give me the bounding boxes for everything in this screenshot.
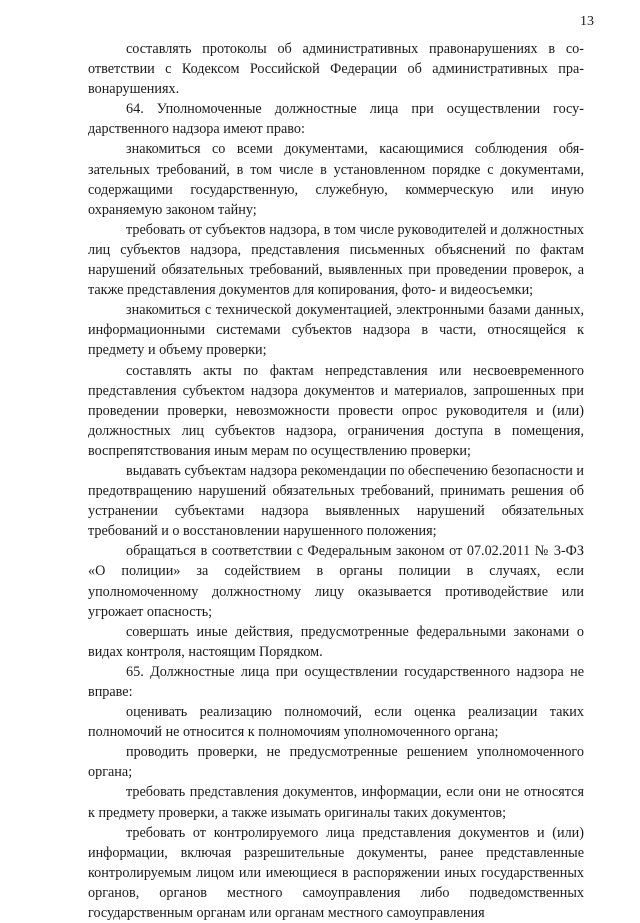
paragraph: требовать представления документов, информации, если они не относятся к предмету проверки, а также изымать оригиналы таких документов; bbox=[88, 784, 584, 821]
paragraph: знакомиться со всеми документами, касающимися соблюдения обязательных требований, в том числе в установленном порядке с документами, содержащими государственную, служебную, коммерческую или иную охраняемую законом тайну; bbox=[88, 141, 584, 218]
paragraph: требовать от контролируемого лица представления документов и (или) информации, включая разрешительные документы, ранее представленные контролируемым лицом или имеющиеся в распоряжении иных государственных органов, органов местного самоуправления либо подведомственных государственным органам или органам местного самоуправления bbox=[88, 824, 584, 922]
document-body bbox=[88, 39, 584, 923]
paragraph: требовать от субъектов надзора, в том числе руководителей и должностных лиц субъектов надзора, представления письменных объяснений по фактам нарушений обязательных требований, выявленных при проведении проверок, а также представления документов для копирования, фото- и видеосъемки; bbox=[88, 221, 584, 299]
paragraph: составлять протоколы об административных правонарушениях в соответствии с Кодексом Российской Федерации об административных правонарушениях. bbox=[88, 41, 584, 98]
paragraph: совершать иные действия, предусмотренные федеральными законами о видах контроля, настоящим Порядком. bbox=[88, 623, 584, 660]
paragraph: обращаться в соответствии с Федеральным законом от 07.02.2011 № 3-ФЗ «О полиции» за содействием в органы полиции в случаях, если уполномоченному должностному лицу оказывается противодействие или угрожает опасность; bbox=[88, 543, 584, 620]
paragraph: проводить проверки, не предусмотренные решением уполномоченного органа; bbox=[88, 744, 584, 781]
paragraph: 65. Должностные лица при осуществлении государственного надзора не вправе: bbox=[88, 663, 584, 700]
paragraph: выдавать субъектам надзора рекомендации по обеспечению безопасности и предотвращению нарушений обязательных требований, принимать решения об устранении субъектами надзора выявленных нарушений обязательных требований и о восстановлении нарушенного положения; bbox=[88, 462, 584, 540]
paragraph: составлять акты по фактам непредставления или несвоевременного представления субъектом надзора документов и материалов, запрошенных при проведении проверки, невозможности провести опрос руководителя и (или) должностных лиц субъектов надзора, ограничения доступа в помещения, воспрепятствования иным мерам по осуществлению проверки; bbox=[88, 362, 584, 459]
page-number: 13 bbox=[580, 14, 594, 29]
paragraph: 64. Уполномоченные должностные лица при осуществлении государственного надзора имеют право: bbox=[88, 101, 584, 138]
paragraph: знакомиться с технической документацией, электронными базами данных, информационными системами субъектов надзора в части, относящейся к предмету и объему проверки; bbox=[88, 302, 584, 359]
paragraph: оценивать реализацию полномочий, если оценка реализации таких полномочий не относится к полномочиям уполномоченного органа; bbox=[88, 704, 584, 741]
